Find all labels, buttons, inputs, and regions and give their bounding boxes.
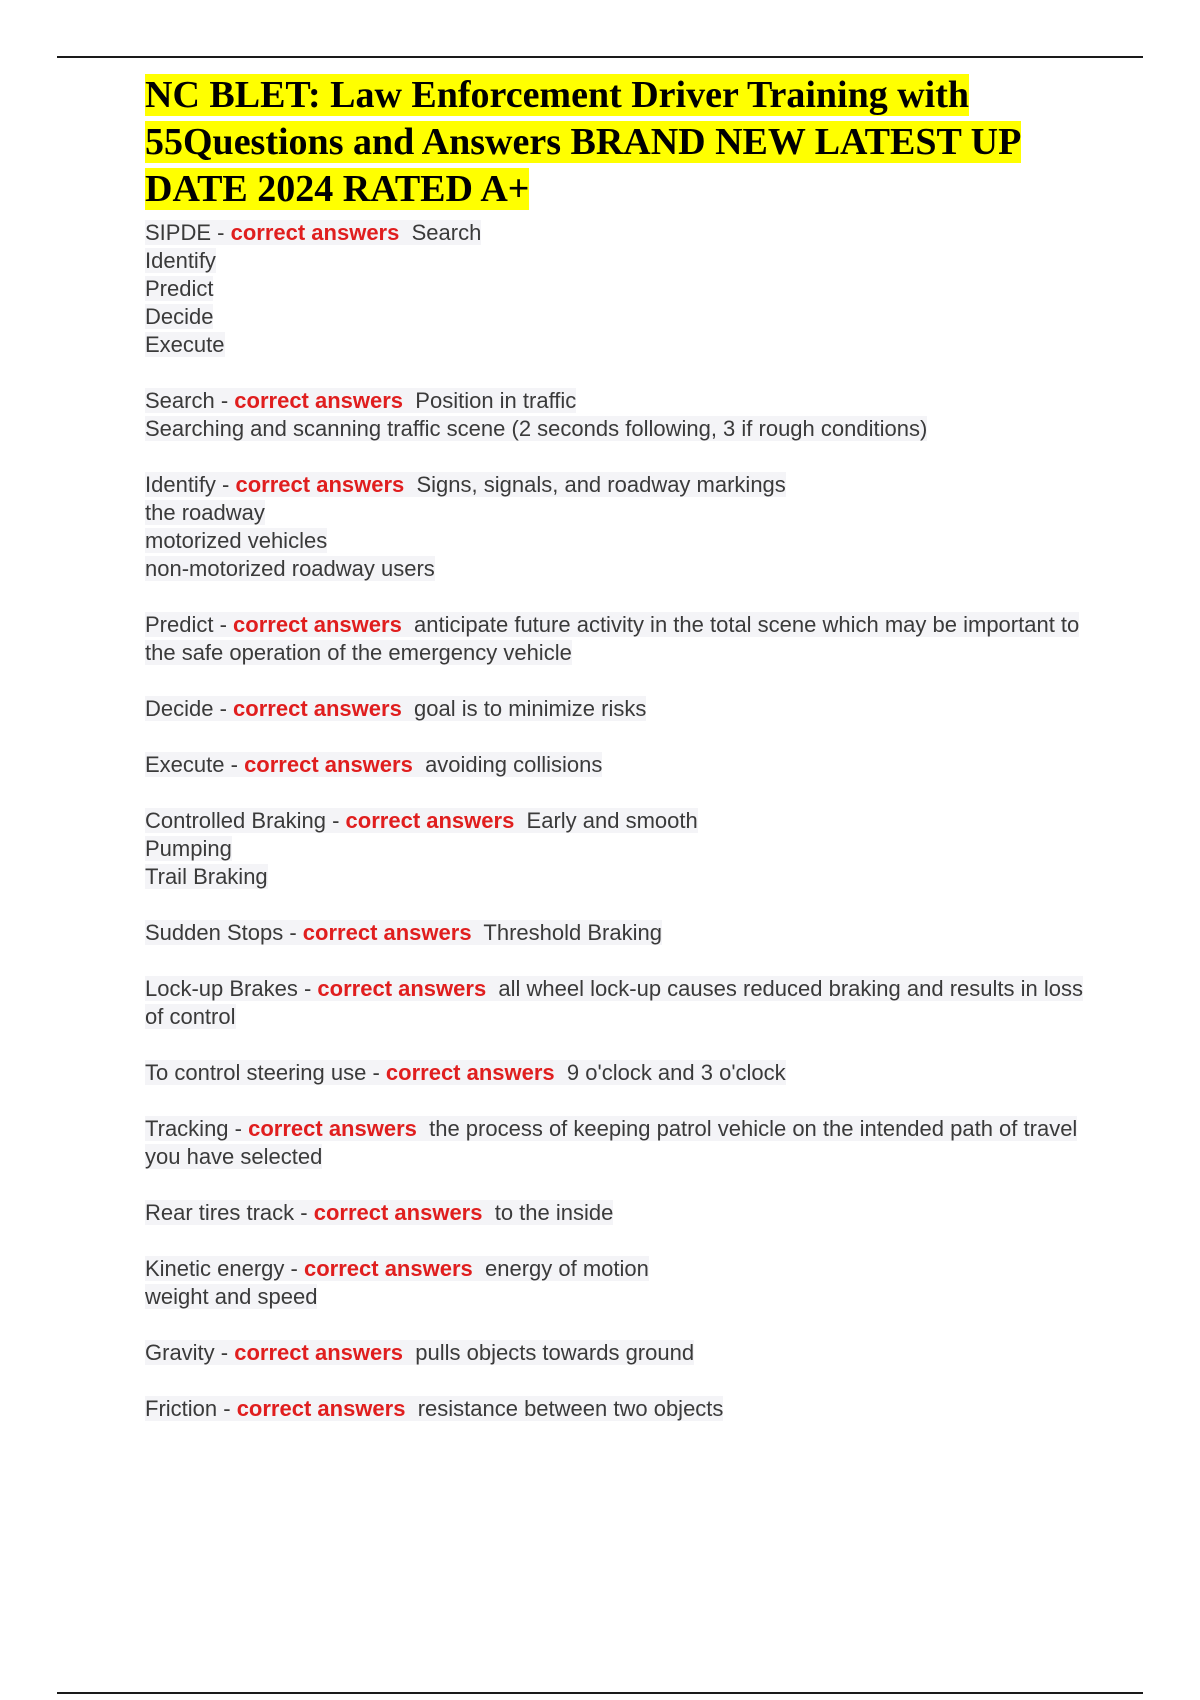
qa-item — [145, 1059, 1105, 1087]
answer-text: anticipate future activity in the total scene which may be important to the safe operation of the emergency vehicle — [145, 612, 1080, 665]
qa-item — [145, 471, 1105, 583]
answer-continuation-line — [145, 303, 1105, 331]
answer-text: Search — [411, 220, 482, 245]
answer-continuation-text: Trail Braking — [145, 864, 268, 889]
qa-first-line — [145, 1199, 1105, 1227]
answer-continuation-text: Predict — [145, 276, 214, 301]
qa-first-line — [145, 387, 1105, 415]
answer-continuation-line — [145, 247, 1105, 275]
separator: - — [217, 1396, 237, 1421]
answer-text: goal is to minimize risks — [414, 696, 647, 721]
qa-first-line — [145, 611, 1105, 667]
answer-text: pulls objects towards ground — [415, 1340, 695, 1365]
correct-answers-label: correct answers — [248, 1116, 417, 1141]
qa-list — [145, 219, 1105, 1423]
answer-text: the process of keeping patrol vehicle on the intended path of travel you have selected — [145, 1116, 1078, 1169]
question-term: Search — [145, 388, 215, 413]
separator: - — [366, 1060, 386, 1085]
separator: - — [214, 1340, 235, 1365]
qa-shaded-text — [145, 976, 1083, 1029]
qa-first-line — [145, 1339, 1105, 1367]
separator: - — [215, 472, 236, 497]
qa-item — [145, 1199, 1105, 1227]
qa-item — [145, 975, 1105, 1031]
question-term: Sudden Stops — [145, 920, 284, 945]
question-term: Lock-up Brakes — [145, 976, 298, 1001]
qa-shaded-text — [145, 1396, 723, 1421]
question-term: Friction — [145, 1396, 218, 1421]
correct-answers-label: correct answers — [236, 1396, 406, 1421]
document-body — [145, 72, 1105, 1451]
question-term: Kinetic energy — [145, 1256, 285, 1281]
correct-answers-label: correct answers — [235, 472, 405, 497]
answer-continuation-line — [145, 863, 1105, 891]
question-term: SIPDE — [145, 220, 212, 245]
question-term: Gravity — [145, 1340, 215, 1365]
separator: - — [213, 696, 234, 721]
qa-shaded-text — [145, 1340, 694, 1365]
qa-first-line — [145, 471, 1105, 499]
answer-text: avoiding collisions — [425, 752, 603, 777]
qa-shaded-text — [145, 388, 576, 413]
qa-first-line — [145, 695, 1105, 723]
qa-first-line — [145, 751, 1105, 779]
qa-item — [145, 219, 1105, 359]
answer-text: Threshold Braking — [483, 920, 662, 945]
qa-item — [145, 1339, 1105, 1367]
qa-first-line — [145, 975, 1105, 1031]
answer-text: to the inside — [494, 1200, 614, 1225]
qa-item — [145, 1255, 1105, 1311]
qa-shaded-text — [145, 1116, 1077, 1169]
correct-answers-label: correct answers — [233, 696, 402, 721]
answer-text: energy of motion — [484, 1256, 649, 1281]
qa-item — [145, 1395, 1105, 1423]
correct-answers-label: correct answers — [302, 920, 472, 945]
separator: - — [228, 1116, 249, 1141]
answer-continuation-line — [145, 415, 1105, 443]
qa-shaded-text — [145, 696, 646, 721]
correct-answers-label: correct answers — [313, 1200, 483, 1225]
answer-continuation-text: motorized vehicles — [145, 528, 328, 553]
answer-text: resistance between two objects — [417, 1396, 724, 1421]
answer-continuation-text: the roadway — [145, 500, 265, 525]
answer-continuation-line — [145, 499, 1105, 527]
qa-shaded-text — [145, 1060, 786, 1085]
question-term: Execute — [145, 752, 225, 777]
qa-shaded-text — [145, 808, 698, 833]
qa-first-line — [145, 919, 1105, 947]
separator: - — [224, 752, 245, 777]
correct-answers-label: correct answers — [234, 1340, 404, 1365]
qa-shaded-text — [145, 612, 1079, 665]
answer-continuation-text: weight and speed — [145, 1284, 318, 1309]
qa-item — [145, 387, 1105, 443]
correct-answers-label: correct answers — [385, 1060, 555, 1085]
answer-text: 9 o'clock and 3 o'clock — [566, 1060, 786, 1085]
question-term: Decide — [145, 696, 214, 721]
qa-item — [145, 919, 1105, 947]
correct-answers-label: correct answers — [303, 1256, 473, 1281]
correct-answers-label: correct answers — [244, 752, 413, 777]
qa-item — [145, 807, 1105, 891]
qa-first-line — [145, 1059, 1105, 1087]
question-term: Predict — [145, 612, 214, 637]
answer-continuation-line — [145, 1283, 1105, 1311]
document-title-text: NC BLET: Law Enforcement Driver Training with 55Questions and Answers BRAND NEW LATEST UP DATE 2024 RATED A+ — [145, 74, 1022, 210]
answer-continuation-line — [145, 555, 1105, 583]
correct-answers-label: correct answers — [345, 808, 515, 833]
correct-answers-label: correct answers — [233, 612, 402, 637]
qa-item — [145, 695, 1105, 723]
correct-answers-label: correct answers — [234, 388, 404, 413]
qa-shaded-text — [145, 220, 481, 245]
qa-shaded-text — [145, 920, 662, 945]
correct-answers-label: correct answers — [317, 976, 487, 1001]
answer-text: Position in traffic — [415, 388, 577, 413]
separator: - — [297, 976, 318, 1001]
answer-continuation-text: Decide — [145, 304, 214, 329]
separator: - — [284, 1256, 304, 1281]
answer-continuation-text: Pumping — [145, 836, 232, 861]
qa-first-line — [145, 219, 1105, 247]
question-term: Rear tires track — [145, 1200, 295, 1225]
qa-first-line — [145, 1115, 1105, 1171]
answer-continuation-text: Execute — [145, 332, 225, 357]
qa-item — [145, 1115, 1105, 1171]
qa-item — [145, 611, 1105, 667]
document-title — [145, 72, 1105, 213]
question-term: Identify — [145, 472, 216, 497]
qa-first-line — [145, 1395, 1105, 1423]
qa-item — [145, 751, 1105, 779]
answer-continuation-line — [145, 275, 1105, 303]
qa-first-line — [145, 807, 1105, 835]
answer-continuation-text: non-motorized roadway users — [145, 556, 435, 581]
bottom-divider — [57, 1692, 1143, 1694]
answer-continuation-line — [145, 835, 1105, 863]
separator: - — [325, 808, 346, 833]
qa-shaded-text — [145, 752, 602, 777]
separator: - — [214, 388, 235, 413]
question-term: To control steering use — [145, 1060, 367, 1085]
qa-first-line — [145, 1255, 1105, 1283]
answer-continuation-line — [145, 527, 1105, 555]
separator: - — [283, 920, 303, 945]
separator: - — [211, 220, 231, 245]
top-divider — [57, 56, 1143, 58]
qa-shaded-text — [145, 1200, 613, 1225]
separator: - — [294, 1200, 314, 1225]
answer-continuation-text: Identify — [145, 248, 216, 273]
separator: - — [213, 612, 234, 637]
answer-text: Early and smooth — [526, 808, 698, 833]
qa-shaded-text — [145, 472, 786, 497]
qa-shaded-text — [145, 1256, 649, 1281]
answer-text: Signs, signals, and roadway markings — [416, 472, 786, 497]
question-term: Tracking — [145, 1116, 229, 1141]
answer-continuation-line — [145, 331, 1105, 359]
answer-continuation-text: Searching and scanning traffic scene (2 seconds following, 3 if rough conditions) — [145, 416, 928, 441]
answer-text: all wheel lock-up causes reduced braking and results in loss of control — [145, 976, 1083, 1029]
correct-answers-label: correct answers — [230, 220, 400, 245]
question-term: Controlled Braking — [145, 808, 326, 833]
